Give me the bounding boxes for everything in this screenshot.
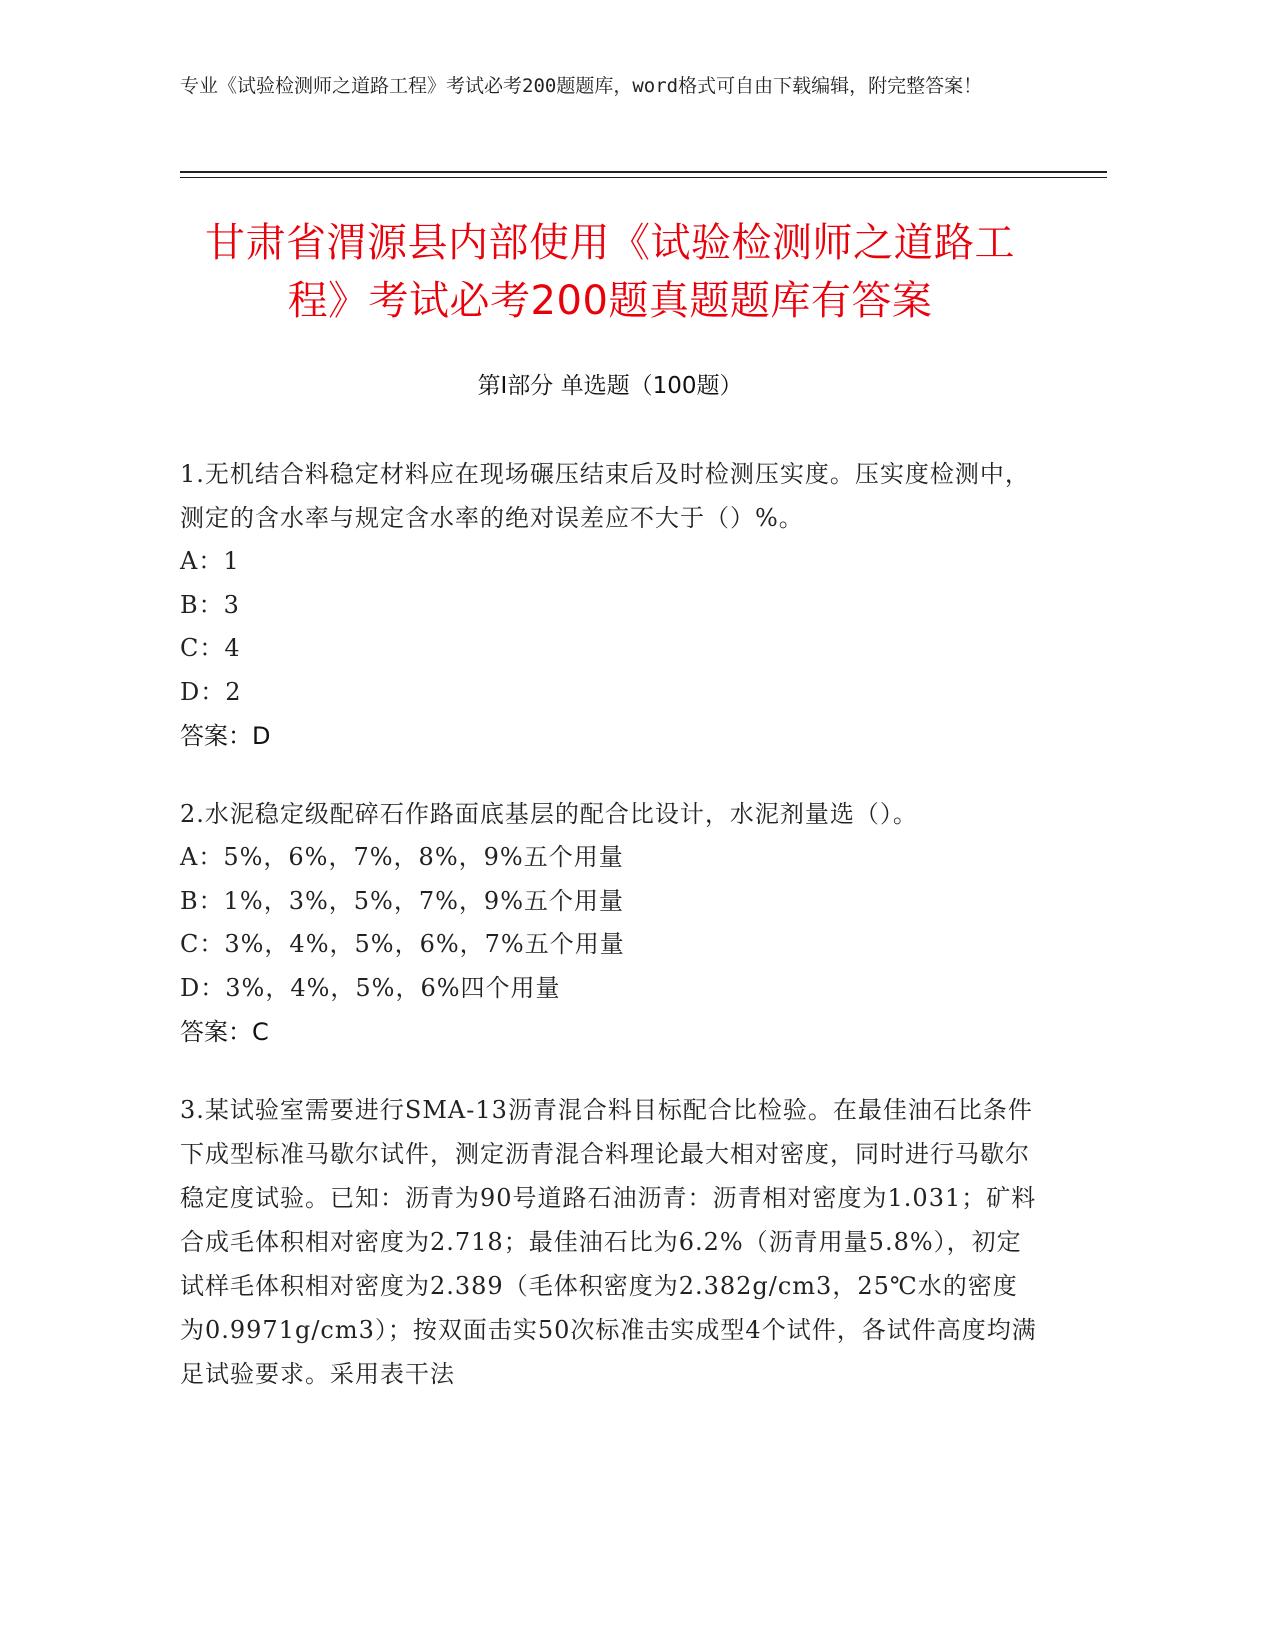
section-heading: 第I部分 单选题（100题）: [477, 373, 743, 399]
question-stem: 1.无机结合料稳定材料应在现场碾压结束后及时检测压实度。压实度检测中，测定的含水率与规定含水率的绝对误差应不大于（）%。: [180, 460, 1030, 532]
header-divider-thin: [180, 177, 1107, 178]
question-option: A：5%，6%，7%，8%，9%五个用量: [180, 843, 624, 871]
question-item: [180, 1088, 1040, 1396]
question-list: [180, 452, 1040, 1430]
question-stem: 2.水泥稳定级配碎石作路面底基层的配合比设计，水泥剂量选（）。: [180, 800, 918, 828]
question-option: C：3%，4%，5%，6%，7%五个用量: [180, 930, 625, 958]
question-stem: 3.某试验室需要进行SMA-13沥青混合料目标配合比检验。在最佳油石比条件下成型标准马歇尔试件，测定沥青混合料理论最大相对密度，同时进行马歇尔稳定度试验。已知：沥青为90号道路石油沥青：沥青相对密度为1.031；矿料合成毛体积相对密度为2.718；最佳油石比为6.2%（沥青用量5.8%），初定试样毛体积相对密度为2.389（毛体积密度为2.382g/cm3，25℃水的密度为0.9971g/cm3）；按双面击实50次标准击实成型4个试件，各试件高度均满足试验要求。采用表干法: [180, 1096, 1037, 1388]
question-item: [180, 452, 1040, 758]
question-answer: 答案：D: [180, 722, 271, 750]
header-note: 专业《试验检测师之道路工程》考试必考200题题库，word格式可自由下载编辑，附完整答案！: [180, 75, 983, 97]
question-option: A：1: [180, 547, 240, 575]
question-option: D：2: [180, 677, 242, 706]
header-divider-thick: [180, 171, 1107, 173]
question-option: C：4: [180, 634, 241, 662]
question-answer: 答案：C: [180, 1018, 269, 1046]
question-option: B：1%，3%，5%，7%，9%五个用量: [180, 886, 625, 915]
question-option: B：3: [180, 590, 240, 619]
question-item: [180, 792, 1040, 1054]
document-title: 甘肃省渭源县内部使用《试验检测师之道路工程》考试必考200题真题题库有答案: [205, 220, 1015, 324]
question-option: D：3%，4%，5%，6%四个用量: [180, 973, 561, 1002]
